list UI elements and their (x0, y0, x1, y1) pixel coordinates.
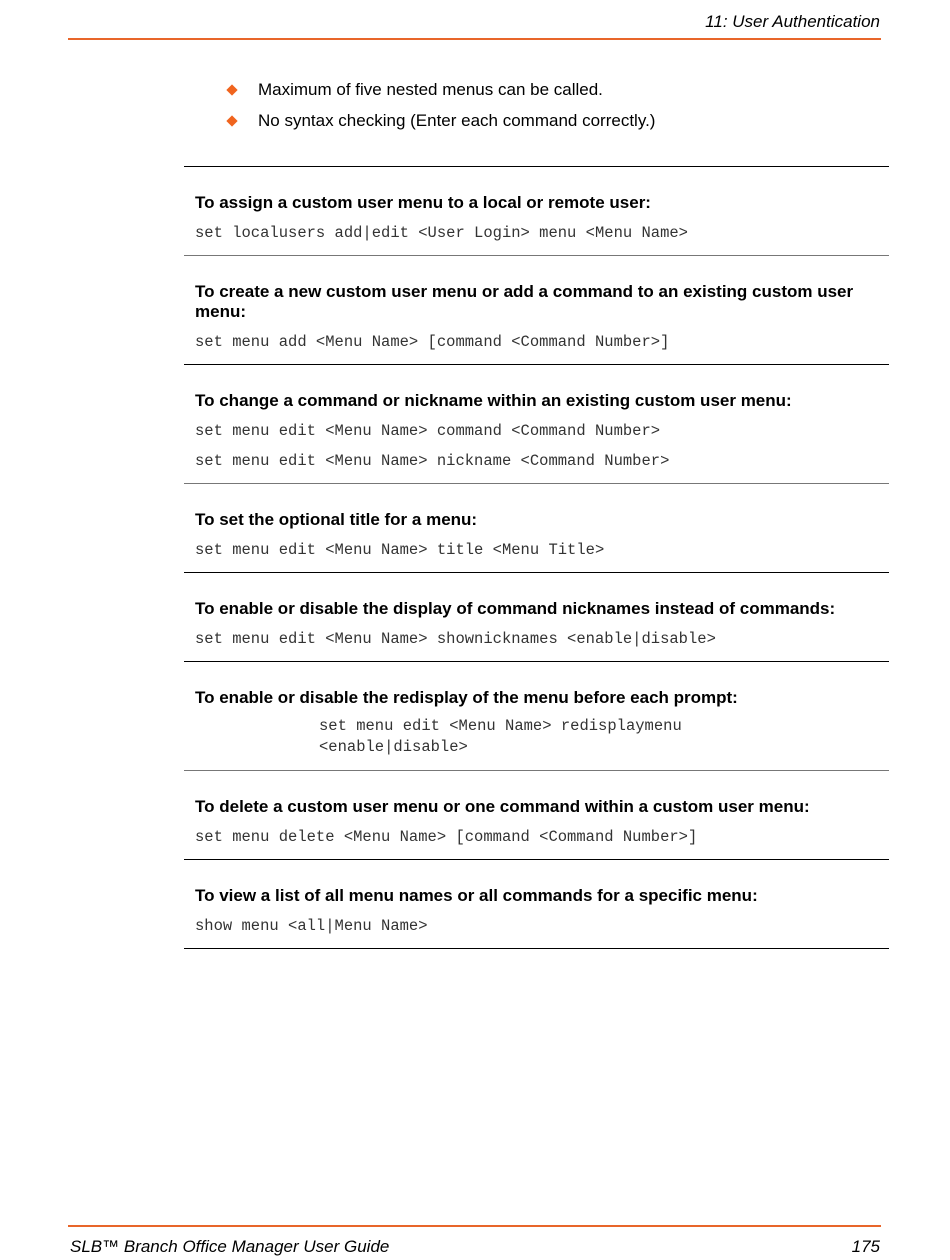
command-section (184, 770, 889, 859)
section-heading: To delete a custom user menu or one command within a custom user menu: (195, 797, 810, 816)
bullet-list (226, 74, 655, 136)
list-item (226, 74, 655, 105)
section-heading: To enable or disable the display of command nicknames instead of commands: (195, 599, 836, 618)
chapter-title: 11: User Authentication (705, 12, 880, 31)
command-section (184, 483, 889, 572)
footer-divider (68, 1225, 881, 1227)
diamond-bullet-icon (226, 115, 237, 126)
command-syntax: set menu edit <Menu Name> shownicknames <enable|disable> (195, 630, 716, 648)
bullet-text: Maximum of five nested menus can be called. (258, 79, 603, 99)
section-heading: To create a new custom user menu or add a command to an existing custom user menu: (195, 282, 854, 321)
section-heading: To enable or disable the redisplay of the menu before each prompt: (195, 688, 738, 707)
command-section (184, 859, 889, 949)
command-section (184, 166, 889, 255)
guide-title: SLB™ Branch Office Manager User Guide (70, 1237, 390, 1256)
command-syntax: set menu edit <Menu Name> redisplaymenu <enable|disable> (319, 717, 682, 756)
diamond-bullet-icon (226, 84, 237, 95)
header-divider (68, 38, 881, 40)
list-item (226, 105, 655, 136)
command-table (184, 166, 889, 949)
section-heading: To view a list of all menu names or all commands for a specific menu: (195, 886, 758, 905)
section-heading: To change a command or nickname within an existing custom user menu: (195, 391, 792, 410)
command-section (184, 255, 889, 364)
command-syntax: show menu <all|Menu Name> (195, 917, 428, 935)
command-section (184, 661, 889, 770)
command-syntax: set menu edit <Menu Name> nickname <Command Number> (195, 452, 670, 470)
command-syntax: set menu edit <Menu Name> command <Command Number> (195, 422, 661, 440)
command-section (184, 364, 889, 483)
command-syntax: set localusers add|edit <User Login> menu <Menu Name> (195, 224, 688, 242)
page-number: 175 (851, 1237, 880, 1256)
section-heading: To set the optional title for a menu: (195, 510, 478, 529)
command-section (184, 572, 889, 661)
command-syntax: set menu delete <Menu Name> [command <Command Number>] (195, 828, 698, 846)
section-heading: To assign a custom user menu to a local or remote user: (195, 193, 651, 212)
command-syntax: set menu edit <Menu Name> title <Menu Title> (195, 541, 605, 559)
command-syntax: set menu add <Menu Name> [command <Command Number>] (195, 333, 670, 351)
bullet-text: No syntax checking (Enter each command correctly.) (258, 110, 656, 130)
